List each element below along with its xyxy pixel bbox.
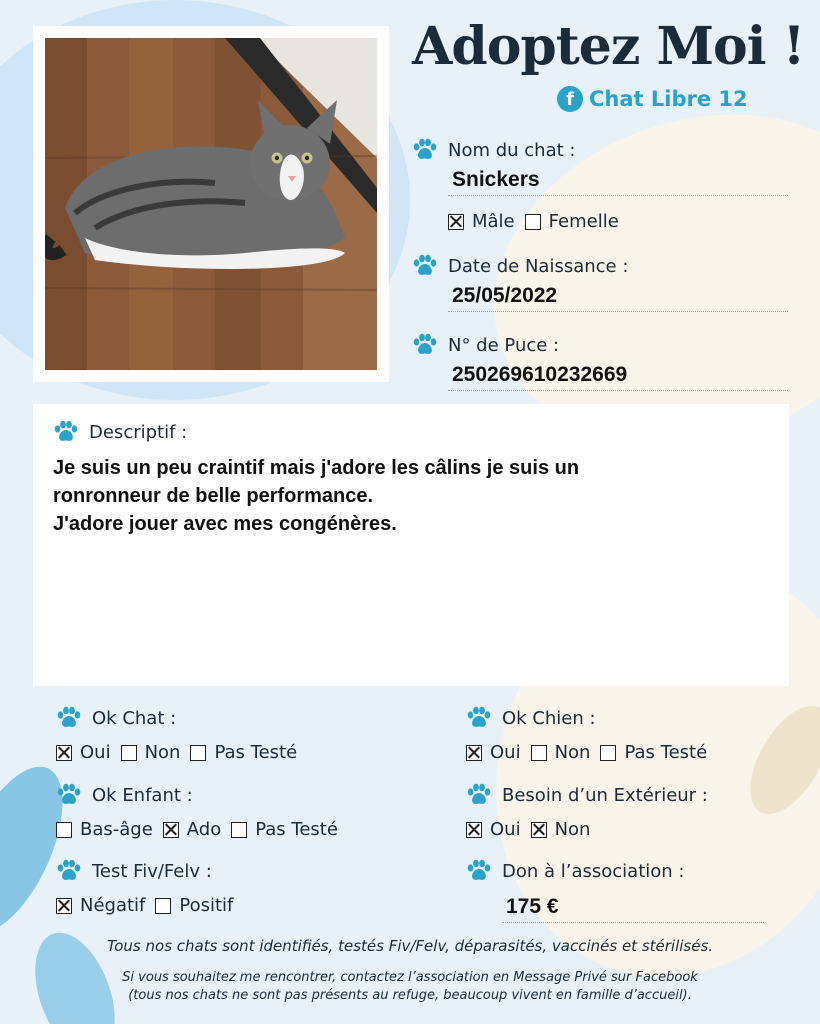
chip-number-field <box>412 333 788 391</box>
description-label: Descriptif : <box>89 421 188 443</box>
test-fiv-negatif[interactable] <box>56 895 145 916</box>
chip-number-label: N° de Puce : <box>448 334 560 356</box>
exterieur-field <box>466 783 708 840</box>
ok-chat-oui[interactable] <box>56 742 111 763</box>
exterieur-non-checkbox[interactable] <box>531 822 547 838</box>
ok-chien-non-label: Non <box>554 742 591 763</box>
ok-chien-non[interactable] <box>531 742 591 763</box>
birth-date-label: Date de Naissance : <box>448 255 629 277</box>
ok-chien-oui-checkbox[interactable] <box>466 745 482 761</box>
exterieur-oui-checkbox[interactable] <box>466 822 482 838</box>
male-label: Mâle <box>472 211 515 232</box>
cat-photo-frame <box>33 26 389 382</box>
ok-chat-label: Ok Chat : <box>92 707 177 729</box>
description-line: Je suis un peu craintif mais j'adore les câlins je suis un <box>53 457 580 479</box>
ok-enfant-pas-teste-label: Pas Testé <box>255 819 338 840</box>
test-fiv-negatif-checkbox[interactable] <box>56 898 72 914</box>
chip-number-value: 250269610232669 <box>448 361 788 391</box>
exterieur-label: Besoin d’un Extérieur : <box>502 784 708 806</box>
ok-chat-pas-teste-label: Pas Testé <box>214 742 298 763</box>
paw-icon <box>466 706 492 730</box>
test-fiv-positif[interactable] <box>155 895 233 916</box>
paw-icon <box>56 706 82 730</box>
sex-options <box>448 211 619 232</box>
cat-name-value: Snickers <box>448 166 788 196</box>
ok-chat-oui-label: Oui <box>80 742 111 763</box>
ok-chat-pas-teste-checkbox[interactable] <box>190 745 206 761</box>
ok-chat-non-label: Non <box>144 742 181 763</box>
female-checkbox[interactable] <box>525 214 541 230</box>
footer-note: Tous nos chats sont identifiés, testés Fiv/Felv, déparasités, vaccinés et stérilisés. <box>106 937 714 955</box>
ok-enfant-pas-teste-checkbox[interactable] <box>231 822 247 838</box>
test-fiv-negatif-label: Négatif <box>80 895 146 916</box>
paw-icon <box>412 333 438 357</box>
donation-label: Don à l’association : <box>502 860 685 882</box>
paw-icon <box>53 420 79 444</box>
exterieur-oui-label: Oui <box>490 819 521 840</box>
ok-enfant-ado-checkbox[interactable] <box>163 822 179 838</box>
ok-enfant-field <box>56 783 338 840</box>
description-line: ronronneur de belle performance. <box>53 485 374 507</box>
ok-chien-pas-teste-checkbox[interactable] <box>600 745 616 761</box>
exterieur-non[interactable] <box>531 819 591 840</box>
ok-enfant-label: Ok Enfant : <box>92 784 193 806</box>
test-fiv-positif-label: Positif <box>179 895 234 916</box>
ok-chien-label: Ok Chien : <box>502 707 596 729</box>
facebook-page-link[interactable] <box>557 85 748 113</box>
ok-chien-pas-teste[interactable] <box>600 742 707 763</box>
paw-icon <box>466 783 492 807</box>
ok-enfant-bas-age[interactable] <box>56 819 153 840</box>
ok-chat-non[interactable] <box>121 742 181 763</box>
paw-icon <box>56 859 82 883</box>
ok-chat-pas-teste[interactable] <box>190 742 297 763</box>
test-fiv-label: Test Fiv/Felv : <box>92 860 212 882</box>
cat-name-field <box>412 138 788 196</box>
description-box <box>33 404 789 686</box>
footer-contact-line: Si vous souhaitez me rencontrer, contactez l’association en Message Privé sur Facebook <box>122 970 698 985</box>
description-line: J'adore jouer avec mes congénères. <box>53 513 397 535</box>
footer-contact <box>0 969 820 1005</box>
ok-enfant-ado[interactable] <box>163 819 221 840</box>
facebook-icon: f <box>557 86 583 112</box>
ok-chien-pas-teste-label: Pas Testé <box>624 742 708 763</box>
ok-chien-field <box>466 706 707 763</box>
ok-enfant-bas-age-checkbox[interactable] <box>56 822 72 838</box>
sex-option-male[interactable] <box>448 211 515 232</box>
ok-enfant-bas-age-label: Bas-âge <box>80 819 153 840</box>
ok-chat-non-checkbox[interactable] <box>121 745 137 761</box>
facebook-page-name: Chat Libre 12 <box>589 87 748 111</box>
footer-contact-line: (tous nos chats ne sont pas présents au refuge, beaucoup vivent en famille d’accueil). <box>128 988 692 1003</box>
paw-icon <box>412 138 438 162</box>
description-text <box>53 454 769 538</box>
ok-chat-oui-checkbox[interactable] <box>56 745 72 761</box>
sex-option-female[interactable] <box>525 211 619 232</box>
cat-photo <box>45 38 377 370</box>
ok-enfant-pas-teste[interactable] <box>231 819 338 840</box>
paw-icon <box>56 783 82 807</box>
test-fiv-positif-checkbox[interactable] <box>155 898 171 914</box>
ok-chat-field <box>56 706 297 763</box>
ok-chien-oui-label: Oui <box>490 742 521 763</box>
male-checkbox[interactable] <box>448 214 464 230</box>
female-label: Femelle <box>548 211 619 232</box>
paw-icon <box>466 859 492 883</box>
test-fiv-field <box>56 859 233 916</box>
ok-chien-non-checkbox[interactable] <box>531 745 547 761</box>
cat-name-label: Nom du chat : <box>448 139 576 161</box>
ok-chien-oui[interactable] <box>466 742 521 763</box>
birth-date-value: 25/05/2022 <box>448 282 788 312</box>
ok-enfant-ado-label: Ado <box>186 819 222 840</box>
page-title: Adoptez Moi ! <box>412 16 805 77</box>
exterieur-oui[interactable] <box>466 819 521 840</box>
paw-icon <box>412 254 438 278</box>
birth-date-field <box>412 254 788 312</box>
donation-amount: 175 € <box>502 893 764 923</box>
donation-field <box>466 859 764 923</box>
exterieur-non-label: Non <box>554 819 591 840</box>
